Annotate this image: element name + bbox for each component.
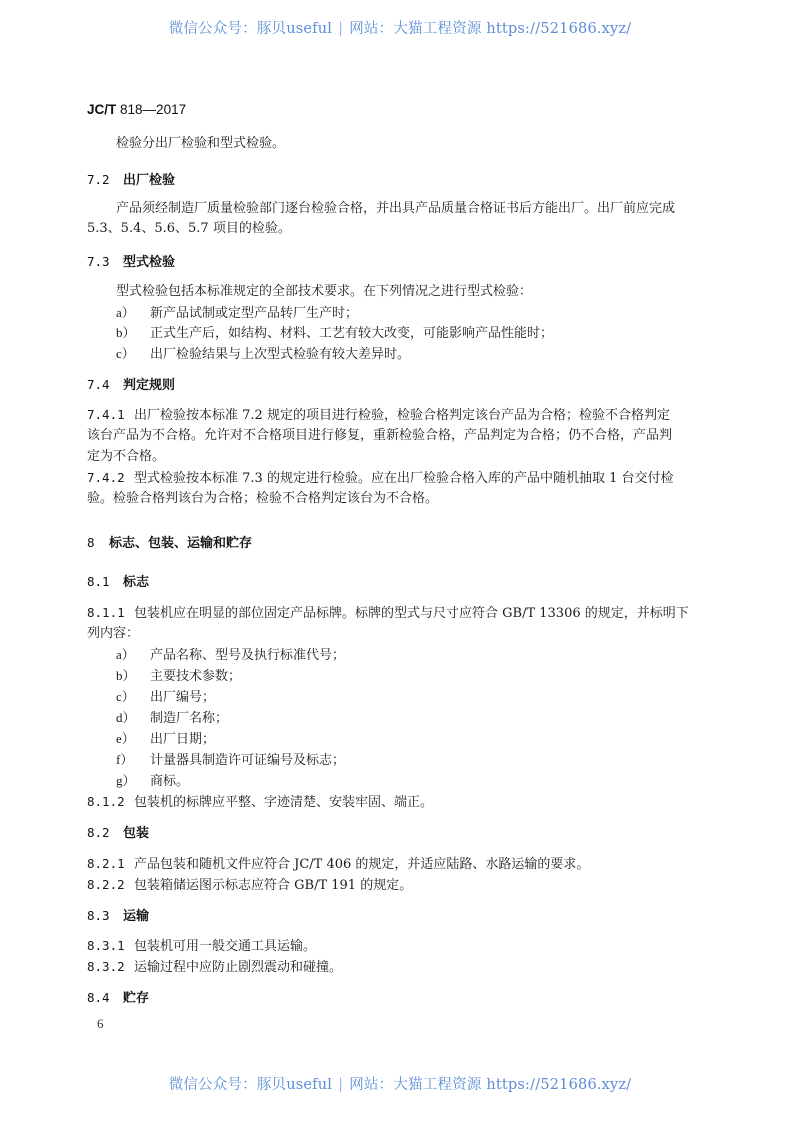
clause-8-2-2 (87, 875, 412, 896)
list-item (116, 729, 215, 750)
clause-number: 8.1.2 (87, 794, 125, 809)
section-title: 判定规则 (123, 378, 176, 393)
section-number: 8.3 (87, 908, 110, 923)
chapter-title: 标志、包装、运输和贮存 (109, 536, 253, 551)
clause-text: 包装机的标牌应平整、字迹清楚、安装牢固、端正。 (134, 795, 434, 810)
clause-number: 7.4.1 (87, 407, 125, 422)
section-number: 8.4 (87, 990, 110, 1005)
clause-number: 8.2.1 (87, 856, 125, 871)
section-number: 7.3 (87, 254, 110, 269)
clause-text: 包装箱储运图示标志应符合 GB/T 191 的规定。 (134, 878, 413, 893)
list-item-label: d） (116, 710, 136, 725)
clause-7-4-2-line1 (87, 468, 673, 489)
list-item (116, 708, 228, 729)
list-item-text: 制造厂名称； (150, 711, 229, 726)
clause-number: 8.3.1 (87, 938, 125, 953)
list-item-label: a） (116, 647, 135, 662)
section-heading-7-4 (87, 375, 175, 396)
clause-7-4-1-line1 (87, 405, 670, 426)
watermark-bottom (0, 1073, 800, 1094)
list-item (116, 303, 358, 324)
section-heading-7-2 (87, 170, 175, 191)
page-number: 6 (97, 1016, 104, 1031)
paragraph-7-2-line2: 5.3、5.4、5.6、5.7 项目的检验。 (87, 221, 291, 236)
list-item-text: 出厂检验结果与上次型式检验有较大差异时。 (150, 347, 411, 362)
clause-number: 8.1.1 (87, 605, 125, 620)
clause-text: 产品包装和随机文件应符合 JC/T 406 的规定，并适应陆路、水路运输的要求。 (134, 857, 590, 872)
section-title: 包装 (123, 826, 150, 841)
list-item-text: 商标。 (150, 774, 190, 789)
section-number: 7.4 (87, 377, 110, 392)
section-heading-8-4 (87, 988, 149, 1009)
section-title: 贮存 (123, 991, 150, 1006)
clause-7-4-1-line2: 该台产品为不合格。允许对不合格项目进行修复，重新检验合格，产品判定为合格；仍不合格，产品判 (87, 428, 673, 443)
section-heading-7-3 (87, 252, 175, 273)
list-item (116, 666, 241, 687)
list-item-label: g） (116, 773, 136, 788)
list-item (116, 645, 345, 666)
list-item-label: e） (116, 731, 135, 746)
list-item-text: 主要技术参数； (150, 669, 242, 684)
list-item-text: 出厂日期； (150, 732, 216, 747)
clause-text: 包装机可用一般交通工具运输。 (134, 939, 317, 954)
clause-text: 型式检验按本标准 7.3 的规定进行检验。应在出厂检验合格入库的产品中随机抽取 1 台交付检 (134, 471, 674, 486)
clause-text: 运输过程中应防止剧烈震动和碰撞。 (134, 960, 343, 975)
clause-number: 7.4.2 (87, 470, 125, 485)
paragraph-7-2-line1: 产品须经制造厂质量检验部门逐台检验合格，并出具产品质量合格证书后方能出厂。出厂前应完成 (116, 201, 676, 216)
watermark-separator: | (338, 21, 344, 37)
list-item-text: 产品名称、型号及执行标准代号； (150, 648, 346, 663)
list-item (116, 687, 215, 708)
intro-paragraph: 检验分出厂检验和型式检验。 (116, 136, 286, 151)
list-item-label: b） (116, 325, 136, 340)
watermark-site: 网站：大猫工程资源 https://521686.xyz/ (349, 1077, 632, 1093)
list-item (116, 750, 345, 771)
section-title: 运输 (123, 909, 150, 924)
section-title: 出厂检验 (123, 173, 176, 188)
watermark-wechat: 微信公众号：豚贝useful (168, 1077, 333, 1093)
list-item-label: b） (116, 668, 136, 683)
clause-number: 8.3.2 (87, 959, 125, 974)
clause-8-3-1 (87, 936, 316, 957)
list-item-text: 新产品试制或定型产品转厂生产时； (150, 306, 359, 321)
watermark-site: 网站：大猫工程资源 https://521686.xyz/ (349, 21, 632, 37)
list-item-label: a） (116, 305, 135, 320)
watermark-top (0, 17, 800, 38)
section-heading-8-2 (87, 823, 149, 844)
list-item-label: f） (116, 752, 134, 767)
list-item-text: 计量器具制造许可证编号及标志； (150, 753, 346, 768)
document-code (87, 102, 186, 117)
clause-number: 8.2.2 (87, 877, 125, 892)
section-number: 8.2 (87, 825, 110, 840)
clause-8-1-1-line1 (87, 603, 689, 624)
document-code-number: 818—2017 (120, 102, 187, 117)
watermark-separator: | (338, 1077, 344, 1093)
section-title: 标志 (123, 575, 150, 590)
section-heading-8-3 (87, 906, 149, 927)
clause-8-3-2 (87, 957, 342, 978)
clause-text: 出厂检验按本标准 7.2 规定的项目进行检验，检验合格判定该台产品为合格；检验不合格判定 (134, 408, 670, 423)
clause-7-4-1-line3: 定为不合格。 (87, 449, 166, 464)
clause-text: 包装机应在明显的部位固定产品标牌。标牌的型式与尺寸应符合 GB/T 13306 的规定，并标明下 (134, 606, 689, 621)
clause-7-4-2-line2: 验。检验合格判该台为合格；检验不合格判定该台为不合格。 (87, 491, 439, 506)
section-title: 型式检验 (123, 255, 176, 270)
section-heading-8-1 (87, 572, 149, 593)
list-item (116, 771, 189, 792)
list-item-label: c） (116, 346, 135, 361)
list-item-text: 出厂编号； (150, 690, 216, 705)
section-number: 7.2 (87, 172, 110, 187)
list-item (116, 344, 410, 365)
section-number: 8.1 (87, 574, 110, 589)
clause-8-1-2 (87, 792, 433, 813)
list-item-label: c） (116, 689, 135, 704)
clause-8-2-1 (87, 854, 589, 875)
list-item-text: 正式生产后，如结构、材料、工艺有较大改变，可能影响产品性能时； (150, 326, 554, 341)
paragraph-7-3: 型式检验包括本标准规定的全部技术要求。在下列情况之进行型式检验： (116, 284, 533, 299)
clause-8-1-1-line2: 列内容： (87, 626, 140, 641)
chapter-heading-8 (87, 533, 252, 554)
watermark-wechat: 微信公众号：豚贝useful (168, 21, 333, 37)
chapter-number: 8 (87, 535, 95, 550)
list-item (116, 323, 553, 344)
document-code-prefix: JC/T (87, 102, 117, 117)
